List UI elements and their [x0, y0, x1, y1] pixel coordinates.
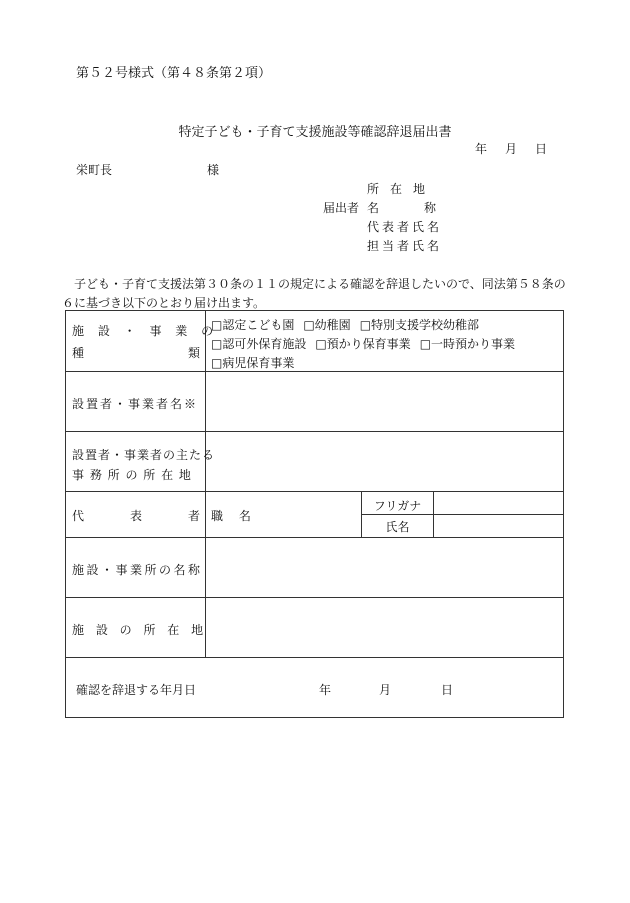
- facility-type-label-2: 種 類: [72, 346, 200, 360]
- date-month-label: 月: [505, 142, 518, 156]
- date-day-label: 日: [535, 142, 548, 156]
- facility-type-options-line-3: [211, 354, 294, 371]
- intro-paragraph: 子ども・子育て支援法第３０条の１１の規定による確認を辞退したいので、同法第５８条の６に基づき以下のとおり届け出ます。: [62, 277, 566, 310]
- form-number: 第５２号様式（第４８条第２項）: [76, 66, 272, 81]
- job-title-field[interactable]: [231, 492, 360, 536]
- applicant-address-label: 所在地: [367, 182, 437, 196]
- applicant-contact-label: 担当者氏名: [367, 239, 443, 253]
- facility-address-label: 施 設 の 所 在 地: [72, 623, 208, 637]
- applicant-submitter-label: 届出者: [323, 201, 360, 215]
- operator-name-field[interactable]: [206, 372, 564, 431]
- option-byouji[interactable]: □病児保育事業: [211, 356, 295, 370]
- option-youchien[interactable]: □幼稚園: [303, 318, 351, 332]
- job-title-label: 職 名: [211, 509, 257, 523]
- date-year-label: 年: [475, 142, 488, 156]
- withdraw-year-label: 年: [319, 683, 332, 697]
- submission-date: [475, 140, 547, 157]
- applicant-name-label-a: 名: [367, 201, 380, 215]
- furigana-field[interactable]: [434, 492, 564, 513]
- addressee: 栄町長: [76, 163, 113, 177]
- representative-label: 代 表 者: [72, 509, 200, 523]
- withdraw-date-label: 確認を辞退する年月日: [76, 683, 197, 697]
- facility-type-options-line-1: [211, 316, 479, 333]
- option-azukari[interactable]: □預かり保育事業: [315, 337, 411, 351]
- operator-address-label-2: 事 務 所 の 所 在 地: [72, 468, 192, 482]
- withdraw-day-label: 日: [441, 683, 454, 697]
- withdrawal-table: [65, 310, 564, 718]
- facility-address-field[interactable]: [206, 598, 564, 657]
- applicant-representative-label: 代表者氏名: [367, 220, 443, 234]
- facility-name-field[interactable]: [206, 538, 564, 597]
- person-name-label: 氏名: [385, 520, 410, 534]
- person-name-field[interactable]: [434, 515, 564, 536]
- operator-name-label: 設置者・事業者名※: [72, 397, 199, 411]
- document-title: 特定子ども・子育て支援施設等確認辞退届出書: [178, 125, 452, 140]
- withdraw-month-label: 月: [379, 683, 392, 697]
- option-tokubetsu[interactable]: □特別支援学校幼稚部: [359, 318, 480, 332]
- applicant-name-label-b: 称: [424, 201, 437, 215]
- honorific: 様: [207, 163, 220, 177]
- operator-address-label-1: 設置者・事業者の主たる: [72, 448, 216, 462]
- operator-address-field[interactable]: [206, 432, 564, 491]
- facility-type-label-1: 施 設 ・ 事 業 の: [72, 324, 219, 338]
- option-ninkagai[interactable]: □認可外保育施設: [211, 337, 307, 351]
- option-ichiji[interactable]: □一時預かり事業: [419, 337, 516, 351]
- option-kodomoen[interactable]: □認定こども園: [211, 318, 295, 332]
- facility-name-label: 施設・事業所の名称: [72, 563, 203, 577]
- furigana-label: フリガナ: [373, 499, 422, 513]
- facility-type-options-line-2: [211, 335, 515, 352]
